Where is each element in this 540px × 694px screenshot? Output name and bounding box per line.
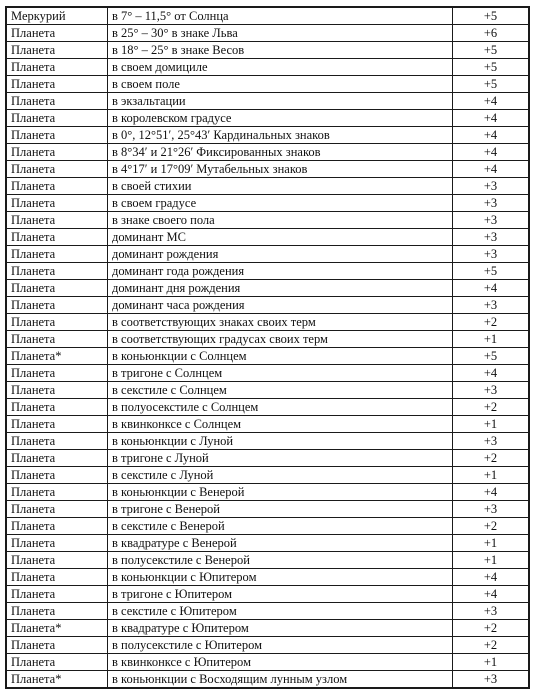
score-cell: +4 (453, 144, 530, 161)
table-row (6, 93, 529, 110)
body-cell: Планета (6, 552, 108, 569)
condition-cell: доминант рождения (108, 246, 453, 263)
condition-cell: в полусекстиле с Юпитером (108, 637, 453, 654)
table-row (6, 263, 529, 280)
body-cell: Планета (6, 263, 108, 280)
table-row (6, 416, 529, 433)
score-cell: +4 (453, 586, 530, 603)
condition-cell: в 8°34′ и 21°26′ Фиксированных знаков (108, 144, 453, 161)
table-row (6, 76, 529, 93)
score-cell: +3 (453, 382, 530, 399)
score-cell: +3 (453, 229, 530, 246)
body-cell: Планета (6, 467, 108, 484)
condition-cell: в соответствующих знаках своих терм (108, 314, 453, 331)
table-row (6, 637, 529, 654)
table-row (6, 518, 529, 535)
condition-cell: в квинконксе с Солнцем (108, 416, 453, 433)
condition-cell: в знаке своего пола (108, 212, 453, 229)
condition-cell: в тригоне с Венерой (108, 501, 453, 518)
table-row (6, 399, 529, 416)
score-cell: +3 (453, 178, 530, 195)
condition-cell: в 25° – 30° в знаке Льва (108, 25, 453, 42)
table-row (6, 654, 529, 671)
table-row (6, 297, 529, 314)
body-cell: Планета (6, 161, 108, 178)
table-row (6, 7, 529, 25)
condition-cell: доминант часа рождения (108, 297, 453, 314)
score-cell: +6 (453, 25, 530, 42)
score-cell: +3 (453, 297, 530, 314)
body-cell: Планета (6, 484, 108, 501)
score-cell: +5 (453, 348, 530, 365)
table-row (6, 59, 529, 76)
score-cell: +2 (453, 620, 530, 637)
score-cell: +2 (453, 518, 530, 535)
condition-cell: в своем домициле (108, 59, 453, 76)
table-row (6, 229, 529, 246)
score-cell: +5 (453, 7, 530, 25)
body-cell: Планета (6, 195, 108, 212)
table-row (6, 110, 529, 127)
condition-cell: в 0°, 12°51′, 25°43′ Кардинальных знаков (108, 127, 453, 144)
condition-cell: в коньюнкции с Венерой (108, 484, 453, 501)
condition-cell: доминант года рождения (108, 263, 453, 280)
body-cell: Планета (6, 178, 108, 195)
score-cell: +4 (453, 569, 530, 586)
table-row (6, 467, 529, 484)
score-cell: +3 (453, 501, 530, 518)
condition-cell: в коньюнкции с Солнцем (108, 348, 453, 365)
condition-cell: в тригоне с Юпитером (108, 586, 453, 603)
score-cell: +2 (453, 314, 530, 331)
condition-cell: доминант дня рождения (108, 280, 453, 297)
body-cell: Планета* (6, 620, 108, 637)
table-row (6, 25, 529, 42)
condition-cell: в экзальтации (108, 93, 453, 110)
body-cell: Планета (6, 569, 108, 586)
table-row (6, 348, 529, 365)
score-cell: +3 (453, 671, 530, 689)
condition-cell: в 4°17′ и 17°09′ Мутабельных знаков (108, 161, 453, 178)
table-row (6, 331, 529, 348)
body-cell: Планета (6, 450, 108, 467)
body-cell: Планета* (6, 671, 108, 689)
table-row (6, 212, 529, 229)
condition-cell: в 18° – 25° в знаке Весов (108, 42, 453, 59)
score-cell: +1 (453, 552, 530, 569)
table-row (6, 450, 529, 467)
table-row (6, 620, 529, 637)
table-body (6, 7, 529, 688)
body-cell: Планета (6, 297, 108, 314)
condition-cell: в коньюнкции с Восходящим лунным узлом (108, 671, 453, 689)
score-cell: +1 (453, 416, 530, 433)
body-cell: Меркурий (6, 7, 108, 25)
condition-cell: в тригоне с Луной (108, 450, 453, 467)
body-cell: Планета (6, 280, 108, 297)
score-cell: +4 (453, 161, 530, 178)
score-cell: +3 (453, 195, 530, 212)
condition-cell: в своей стихии (108, 178, 453, 195)
score-cell: +2 (453, 399, 530, 416)
table-row (6, 195, 529, 212)
condition-cell: в квадратуре с Венерой (108, 535, 453, 552)
table-row (6, 501, 529, 518)
body-cell: Планета (6, 518, 108, 535)
table-row (6, 433, 529, 450)
table-row (6, 569, 529, 586)
body-cell: Планета (6, 501, 108, 518)
table-row (6, 382, 529, 399)
table-row (6, 178, 529, 195)
condition-cell: в своем поле (108, 76, 453, 93)
table-row (6, 365, 529, 382)
dignity-table (5, 6, 530, 689)
body-cell: Планета (6, 93, 108, 110)
table-row (6, 586, 529, 603)
condition-cell: в коньюнкции с Луной (108, 433, 453, 450)
score-cell: +3 (453, 433, 530, 450)
condition-cell: в секстиле с Юпитером (108, 603, 453, 620)
table-row (6, 144, 529, 161)
score-cell: +5 (453, 263, 530, 280)
table-row (6, 484, 529, 501)
body-cell: Планета (6, 212, 108, 229)
body-cell: Планета (6, 144, 108, 161)
body-cell: Планета (6, 399, 108, 416)
table-row (6, 314, 529, 331)
body-cell: Планета (6, 433, 108, 450)
score-cell: +3 (453, 212, 530, 229)
score-cell: +1 (453, 467, 530, 484)
score-cell: +1 (453, 654, 530, 671)
body-cell: Планета (6, 535, 108, 552)
body-cell: Планета (6, 586, 108, 603)
table-row (6, 42, 529, 59)
body-cell: Планета (6, 331, 108, 348)
score-cell: +1 (453, 535, 530, 552)
body-cell: Планета (6, 42, 108, 59)
condition-cell: в 7° – 11,5° от Солнца (108, 7, 453, 25)
body-cell: Планета (6, 59, 108, 76)
condition-cell: в соответствующих градусах своих терм (108, 331, 453, 348)
table-row (6, 552, 529, 569)
body-cell: Планета (6, 365, 108, 382)
condition-cell: в секстиле с Венерой (108, 518, 453, 535)
table-row (6, 161, 529, 178)
score-cell: +4 (453, 280, 530, 297)
condition-cell: в секстиле с Луной (108, 467, 453, 484)
score-cell: +5 (453, 59, 530, 76)
score-cell: +4 (453, 127, 530, 144)
table-row (6, 127, 529, 144)
table-row (6, 535, 529, 552)
score-cell: +2 (453, 637, 530, 654)
score-cell: +1 (453, 331, 530, 348)
score-cell: +4 (453, 93, 530, 110)
condition-cell: в тригоне с Солнцем (108, 365, 453, 382)
condition-cell: в квадратуре с Юпитером (108, 620, 453, 637)
condition-cell: в полусекстиле с Венерой (108, 552, 453, 569)
body-cell: Планета (6, 110, 108, 127)
table-row (6, 671, 529, 689)
score-cell: +5 (453, 42, 530, 59)
table-row (6, 246, 529, 263)
score-cell: +3 (453, 246, 530, 263)
condition-cell: в коньюнкции с Юпитером (108, 569, 453, 586)
condition-cell: в полуосекстиле с Солнцем (108, 399, 453, 416)
score-cell: +4 (453, 365, 530, 382)
condition-cell: в секстиле с Солнцем (108, 382, 453, 399)
score-cell: +3 (453, 603, 530, 620)
body-cell: Планета (6, 382, 108, 399)
condition-cell: в своем градусе (108, 195, 453, 212)
score-cell: +2 (453, 450, 530, 467)
body-cell: Планета (6, 25, 108, 42)
body-cell: Планета (6, 229, 108, 246)
body-cell: Планета (6, 127, 108, 144)
body-cell: Планета (6, 416, 108, 433)
table-row (6, 280, 529, 297)
score-cell: +4 (453, 110, 530, 127)
body-cell: Планета* (6, 348, 108, 365)
body-cell: Планета (6, 246, 108, 263)
condition-cell: доминант МС (108, 229, 453, 246)
condition-cell: в квинконксе с Юпитером (108, 654, 453, 671)
body-cell: Планета (6, 314, 108, 331)
body-cell: Планета (6, 76, 108, 93)
body-cell: Планета (6, 654, 108, 671)
score-cell: +4 (453, 484, 530, 501)
condition-cell: в королевском градусе (108, 110, 453, 127)
body-cell: Планета (6, 637, 108, 654)
table-row (6, 603, 529, 620)
body-cell: Планета (6, 603, 108, 620)
score-cell: +5 (453, 76, 530, 93)
